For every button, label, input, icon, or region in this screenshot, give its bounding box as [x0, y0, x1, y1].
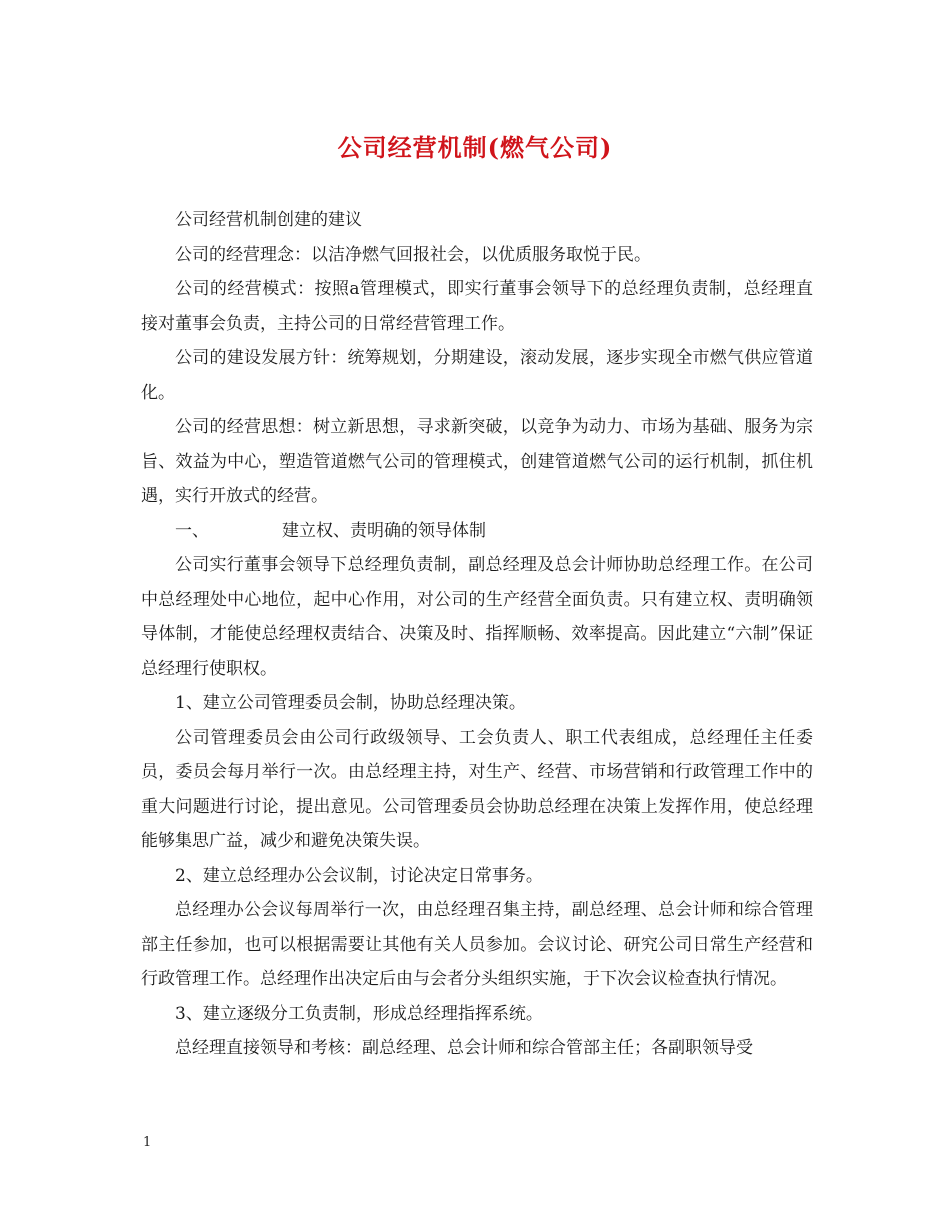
subsection-heading: 2、建立总经理办公会议制，讨论决定日常事务。: [175, 865, 543, 886]
section-number: 一、: [175, 520, 209, 541]
section-heading-text: 建立权、责明确的领导体制: [282, 520, 486, 541]
paragraph: 总经理办公会议每周举行一次，由总经理召集主持，副总经理、总会计师和综合管理部主任参加，也可以根据需要让其他有关人员参加。会议讨论、研究公司日常生产经营和行政管理工作。总经理作出决定后由与会者分头组织实施，于下次会议检查执行情况。: [141, 900, 813, 989]
subsection-heading: 1、建立公司管理委员会制，协助总经理决策。: [175, 693, 526, 713]
paragraph: 公司实行董事会领导下总经理负责制，副总经理及总会计师协助总经理工作。在公司中总经理处中心地位，起中心作用，对公司的生产经营全面负责。只有建立权、责明确领导体制，才能使总经理权责结合、决策及时、指挥顺畅、效率提高。因此建立“六制”保证总经理行使职权。: [141, 555, 813, 679]
subsection-heading: 3、建立逐级分工负责制，形成总经理指挥系统。: [175, 1003, 543, 1024]
page-number: 1: [143, 1135, 152, 1150]
document-body: [141, 203, 813, 1066]
paragraph: 公司的建设发展方针：统筹规划，分期建设，滚动发展，逐步实现全市燃气供应管道化。: [141, 348, 813, 403]
paragraph: 公司的经营理念：以洁净燃气回报社会，以优质服务取悦于民。: [175, 244, 651, 265]
paragraph: 总经理直接领导和考核：副总经理、总会计师和综合管部主任；各副职领导受: [175, 1038, 753, 1058]
paragraph: 公司的经营模式：按照a管理模式，即实行董事会领导下的总经理负责制，总经理直接对董事会负责，主持公司的日常经营管理工作。: [141, 279, 813, 334]
paragraph: 公司经营机制创建的建议: [175, 210, 362, 230]
section-heading: [141, 514, 813, 549]
paragraph: 公司的经营思想：树立新思想，寻求新突破，以竞争为动力、市场为基础、服务为宗旨、效益为中心，塑造管道燃气公司的管理模式，创建管道燃气公司的运行机制，抓住机遇，实行开放式的经营。: [141, 417, 813, 506]
paragraph: 公司管理委员会由公司行政级领导、工会负责人、职工代表组成，总经理任主任委员，委员会每月举行一次。由总经理主持，对生产、经营、市场营销和行政管理工作中的重大问题进行讨论，提出意见。公司管理委员会协助总经理在决策上发挥作用，使总经理能够集思广益，减少和避免决策失误。: [141, 727, 813, 851]
document-title: 公司经营机制(燃气公司): [337, 133, 613, 162]
